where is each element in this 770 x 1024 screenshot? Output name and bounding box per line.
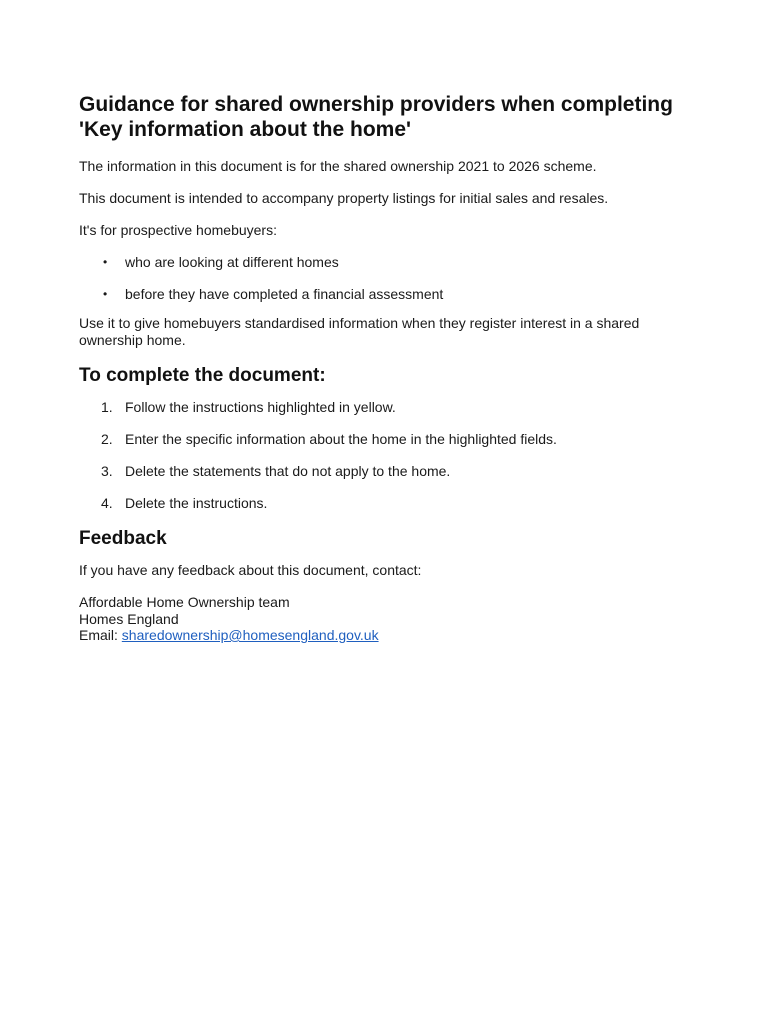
step-text: Enter the specific information about the home in the highlighted fields. [125, 431, 557, 447]
audience-paragraph: It's for prospective homebuyers: [79, 222, 277, 238]
complete-heading: To complete the document: [79, 365, 326, 386]
steps-list [79, 399, 699, 512]
list-item [79, 399, 699, 416]
bullet-icon: • [103, 255, 108, 269]
bullet-text: who are looking at different homes [125, 254, 339, 270]
list-item [79, 495, 699, 512]
document-page [79, 92, 699, 644]
scheme-paragraph: The information in this document is for the shared ownership 2021 to 2026 scheme. [79, 158, 597, 174]
bullet-icon: • [103, 287, 108, 301]
feedback-heading: Feedback [79, 528, 167, 549]
email-link[interactable]: sharedownership@homesengland.gov.uk [121, 627, 379, 643]
step-number: 1. [101, 399, 113, 415]
contact-block [79, 594, 699, 644]
usage-paragraph: Use it to give homebuyers standardised information when they register interest in a shared ownership home. [79, 315, 640, 348]
step-text: Delete the statements that do not apply to the home. [125, 463, 451, 479]
complete-section [79, 364, 699, 512]
list-item [79, 463, 699, 480]
email-label: Email: [79, 627, 118, 643]
list-item [79, 254, 699, 271]
step-text: Delete the instructions. [125, 495, 268, 511]
step-text: Follow the instructions highlighted in yellow. [125, 399, 396, 415]
contact-email-line [79, 627, 699, 644]
bullet-text: before they have completed a financial assessment [125, 286, 444, 302]
list-item [79, 431, 699, 448]
list-item [79, 286, 699, 303]
document-title: Guidance for shared ownership providers when completing 'Key information about the home' [79, 93, 673, 141]
step-number: 3. [101, 463, 113, 479]
purpose-paragraph: This document is intended to accompany property listings for initial sales and resales. [79, 190, 609, 206]
feedback-intro: If you have any feedback about this document, contact: [79, 562, 422, 578]
step-number: 2. [101, 431, 113, 447]
feedback-section [79, 527, 699, 644]
contact-organisation: Homes England [79, 610, 179, 627]
step-number: 4. [101, 495, 113, 511]
contact-team: Affordable Home Ownership team [79, 594, 290, 610]
audience-bullet-list [79, 254, 699, 303]
